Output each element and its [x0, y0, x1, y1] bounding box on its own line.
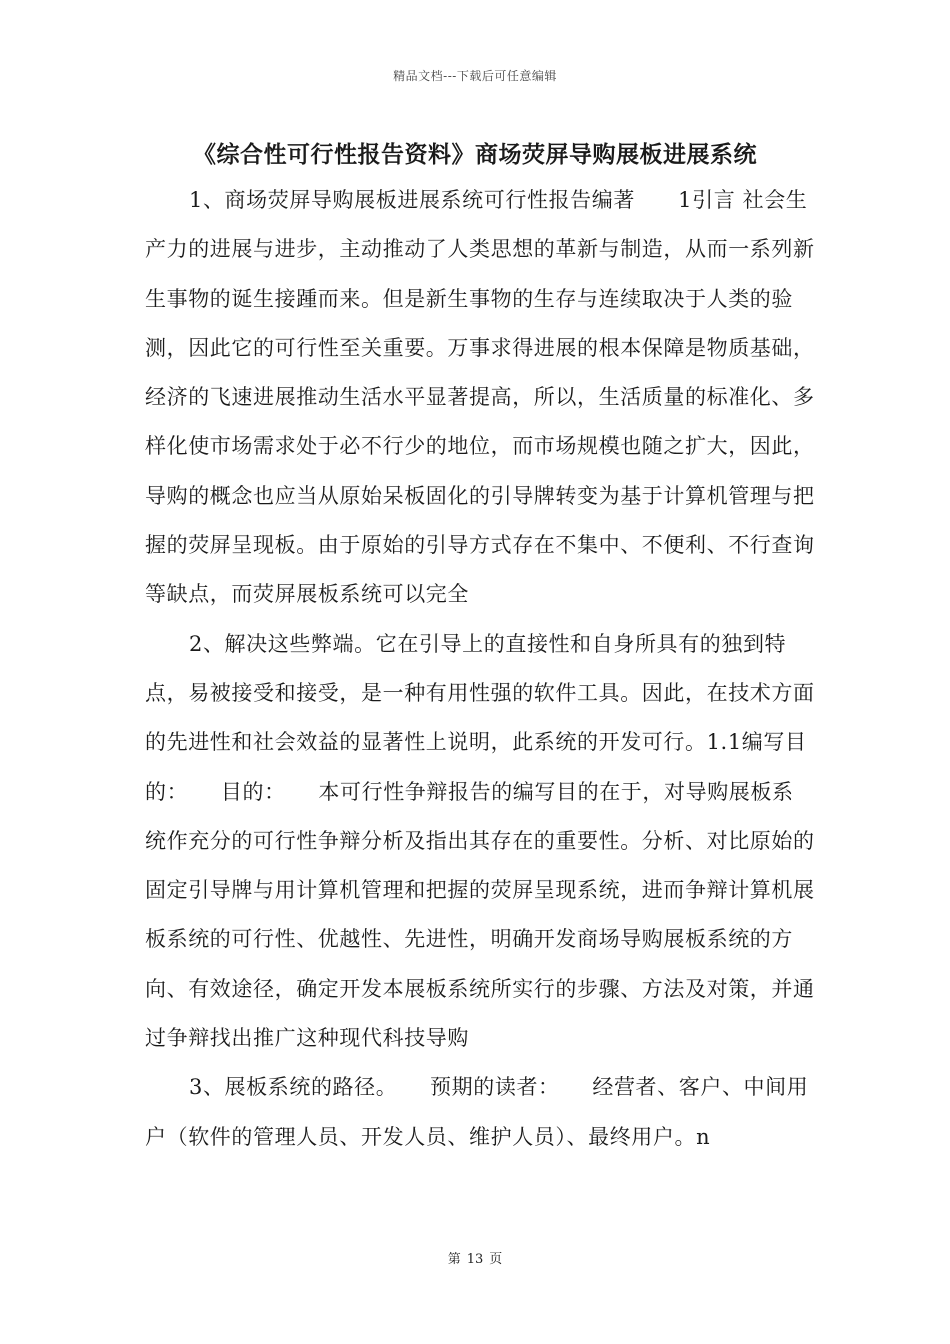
paragraph-3: 3、展板系统的路径。 预期的读者： 经营者、客户、中间用户（软件的管理人员、开发人员、维护人员）、最终用户。n [145, 1075, 809, 1149]
paragraph-1: 1、商场荧屏导购展板进展系统可行性报告编著 1引言 社会生产力的进展与进步，主动推动了人类思想的革新与制造，从而一系列新生事物的诞生接踵而来。但是新生事物的生存与连续取决于人类的验测，因此它的可行性至关重要。万事求得进展的根本保障是物质基础，经济的飞速进展推动生活水平显著提高，所以，生活质量的标准化、多样化使市场需求处于必不行少的地位，而市场规模也随之扩大，因此，导购的概念也应当从原始呆板固化的引导牌转变为基于计算机管理与把握的荧屏呈现板。由于原始的引导方式存在不集中、不便利、不行查询等缺点，而荧屏展板系统可以完全 [145, 188, 815, 607]
footer-suffix: 页 [489, 1252, 503, 1267]
page-header: 精品文档---下载后可任意编辑 [393, 69, 557, 83]
paragraph-2: 2、解决这些弊端。它在引导上的直接性和自身所具有的独到特点，易被接受和接受，是一种有用性强的软件工具。因此，在技术方面的先进性和社会效益的显著性上说明，此系统的开发可行。1.1编写目的： 目的： 本可行性争辩报告的编写目的在于，对导购展板系统作充分的可行性争辩分析及指出其存在的重要性。分析、对比原始的固定引导牌与用计算机管理和把握的荧屏呈现系统，进而争辩计算机展板系统的可行性、优越性、先进性，明确开发商场导购展板系统的方向、有效途径，确定开发本展板系统所实行的步骤、方法及对策，并通过争辩找出推广这种现代科技导购 [145, 631, 815, 1051]
footer-prefix: 第 [447, 1252, 461, 1267]
page-number: 13 [466, 1252, 484, 1267]
page-footer [0, 1248, 950, 1267]
document-title: 《综合性可行性报告资料》商场荧屏导购展板进展系统 [193, 142, 757, 168]
document-body [145, 176, 815, 1162]
